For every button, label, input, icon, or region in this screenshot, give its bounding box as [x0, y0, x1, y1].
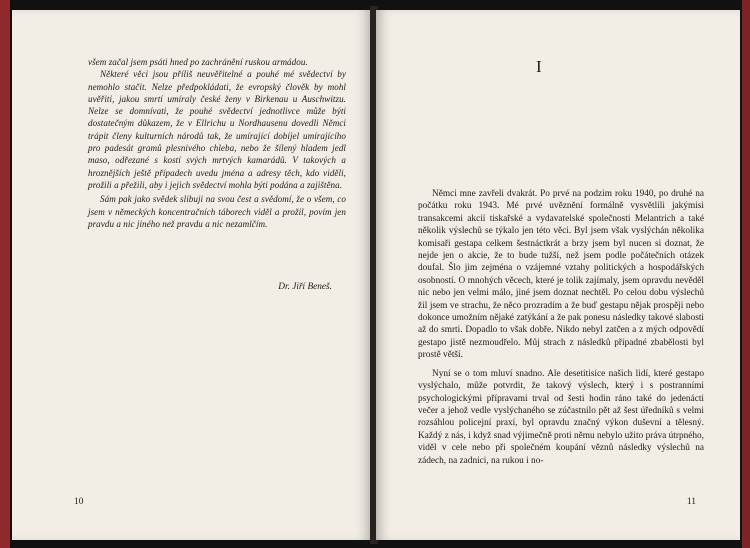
author-signature: Dr. Jiří Beneš.: [278, 282, 332, 292]
page-number: 10: [74, 497, 84, 507]
page-number: 11: [686, 497, 696, 507]
left-page: [12, 10, 371, 540]
chapter-text: [418, 188, 704, 467]
foreword-text: [88, 56, 346, 230]
chapter-heading: I: [536, 57, 543, 76]
paragraph: Němci mne zavřeli dvakrát. Po prvé na podzim roku 1940, po druhé na počátku roku 1943. Mé prvé uvěznění formálně vysvětlili jakýmisi transakcemi akcií tiskařské a vydavatelské společnosti Melantrich a také několik výslechů se týkalo jen této věci. Byl jsem však vyslýchán několika komisaři gestapa celkem šestnáctkrát a brzy jsem byl nucen si doznat, že nejde jen o akcie, že to bude tužší, než jsem podle počátečních otázek doufal. Šlo jim zejména o vzájemné vztahy politických a hospodářských osobností. O mnohých věcech, které je tolik zajímaly, jsem opravdu nevěděl nic nebo jen velmi málo, jiné jsem doznat nechtěl. Po celou dobu výslechů žil jsem ve strachu, že něco prozradím a že buď gestapu nějak prospěji nebo dokonce umožním nějaké zatýkání a že pak ponesu následky takové slabosti až do smrti. Dopadlo to však dobře. Nikdo nebyl zatčen a z mých odpovědí gestapo jistě nezmoudřelo. Můj strach z následků případné zbabělosti byl prostě větší.: [418, 189, 704, 361]
paragraph: všem začal jsem psáti hned po zachránění ruskou armádou.: [88, 57, 308, 67]
paragraph: Některé věci jsou příliš neuvěřitelné a pouhé mé svědectví by nemohlo stačit. Nelze předpokládati, že evropský člověk by mohl uvěřiti, jakou smrtí umíraly české ženy v Birkenau u Auschwitzu. Nelze se domnívati, že pouhé svědectví jednotlivce může býti dostatečným důkazem, že v Ellrichu u Nordhausenu dovedli Němci trápit členy kulturních národů tak, že umírající dobíjel umírajícího pro padesát gramů plesnivého chleba, nebo že šílený hladem jedl maso, odřezané s kostí svých mrtvých kamarádů. V takových a hroznějších ještě případech uvedu jména a adresy těch, kdo viděli, prožili a přežili, aby i jejich svědectví mohla býti podána a zajištěna.: [88, 69, 346, 190]
cover-edge-left: [0, 0, 10, 548]
paragraph: Sám pak jako svědek slibuji na svou čest a svědomí, že o všem, co jsem v německých koncentračních táborech viděl a prožil, povím jen pravdu a nic jiného než pravdu a nic nezamlčím.: [88, 194, 346, 229]
cover-edge-right: [742, 0, 750, 548]
right-page: [376, 10, 740, 540]
paragraph: Nyní se o tom mluví snadno. Ale desetitisíce našich lidí, které gestapo vyslýchalo, může potvrdit, že takový výslech, který i s postranními psychologickými přípravami trval od šesti hodin ráno také do jedenácti večer a jehož vedle vyslýchaného se zúčastnilo pět až šest úředníků s velmi rozsáhlou policejní praxí, byl opravdu značný výkon duševní a tělesný. Každý z nás, i když snad výjimečně proti němu nebylo užito práva útrpného, viděl v cele nebo při společném koupání věznů následky výslechů na zádech, na zadnici, na rukou i no-: [418, 368, 704, 466]
